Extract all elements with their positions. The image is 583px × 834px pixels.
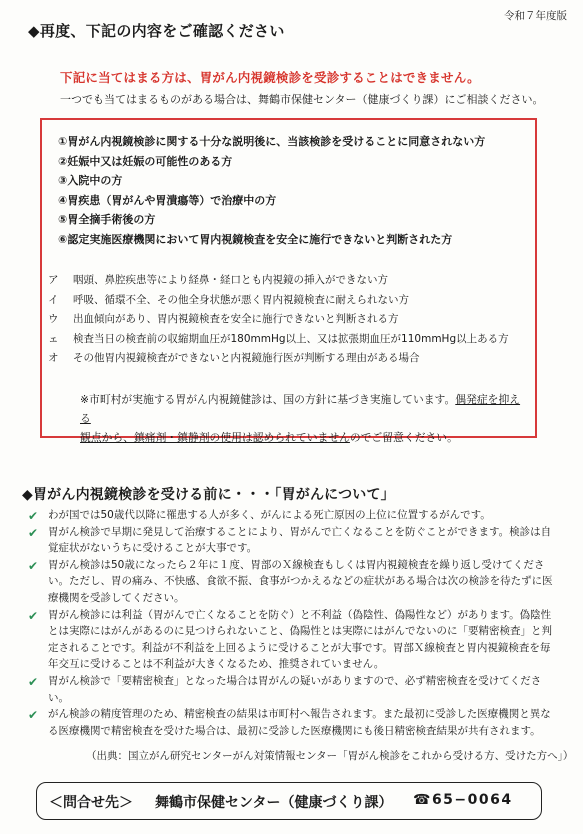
note-text: ※市町村が実施する胃がん内視鏡健診は、国の方針に基づき実施しています。	[80, 393, 456, 406]
about-item	[28, 524, 558, 557]
exclusion-item: ③入院中の方	[58, 174, 123, 187]
note-underlined: 偶発症を抑える	[80, 393, 521, 425]
check-icon: ✔	[28, 674, 39, 689]
about-text: 胃がん検診には利益（胃がんで亡くなることを防ぐ）と不利益（偽陰性、偽陽性など）があります。偽陰性とは実際にはがんがあるのに見つけられないこと、偽陽性とは実際にはがんでないのに「要精密検査」と判定されることです。利益が不利益を上回るように受けることが大事です。胃部Ｘ線検査と胃内視鏡検査を毎年交互に受けることは不利益が大きくなるため、推奨されていません。	[48, 608, 552, 671]
note-line	[54, 428, 524, 447]
exclusion-item: ⑤胃全摘手術後の方	[58, 213, 156, 226]
exclusion-item: ⑥認定実施医療機関において胃内視鏡検査を安全に施行できないと判断された方	[58, 232, 453, 246]
condition-text: 呼吸、循環不全、その他全身状態が悪く胃内視鏡検査に耐えられない方	[73, 293, 409, 306]
condition-text: 出血傾向があり、胃内視鏡検査を安全に施行できないと判断される方	[73, 313, 399, 325]
note-line	[54, 390, 524, 428]
condition-item	[48, 310, 509, 330]
source-citation: （出典：国立がん研究センターがん対策情報センター「胃がん検診をこれから受ける方、受けた方へ」）	[86, 750, 574, 762]
year-label: 令和７年度版	[504, 10, 567, 22]
condition-key: オ	[48, 352, 59, 364]
contact-phone[interactable]: ☎65−0064	[413, 792, 513, 808]
note-text: のでご留意ください。	[349, 431, 458, 444]
condition-item	[48, 330, 509, 350]
contact-org: 舞鶴市保健センター（健康づくり課）	[155, 795, 393, 811]
warning-text: 下記に当てはまる方は、胃がん内視鏡検診を受診することはできません。	[60, 70, 480, 85]
about-text: わが国では50歳代以降に罹患する人が多く、がんによる死亡原因の上位に位置するがんです。	[48, 509, 491, 521]
check-icon: ✔	[28, 509, 39, 523]
about-item	[28, 607, 558, 673]
about-item	[28, 557, 558, 607]
contact-box	[36, 782, 542, 820]
about-text: がん検診の精度管理のため、精密検査の結果は市町村へ報告されます。また最初に受診した医療機関と異なる医療機関で精密検査を受けた場合は、最初に受診した医療機関にも後日精密検査結果が共有されます。	[48, 708, 551, 737]
about-text: 胃がん検診で「要精密検査」となった場合は胃がんの疑いがありますので、必ず精密検査を受けてください。	[48, 674, 542, 704]
check-icon: ✔	[28, 558, 39, 573]
exclusion-list	[58, 132, 485, 249]
section-title: ◆胃がん内視鏡検診を受ける前に・・・「胃がんについて」	[22, 487, 395, 503]
exclusion-item: ①胃がん内視鏡検診に関する十分な説明後に、当該検診を受けることに同意されない方	[58, 135, 486, 148]
condition-text: 検査当日の検査前の収縮期血圧が180mmHg以上、又は拡張期血圧が110mmHg以上ある方	[73, 332, 509, 345]
condition-item	[48, 291, 509, 311]
check-icon: ✔	[28, 708, 39, 723]
condition-key: ウ	[48, 313, 59, 325]
check-icon: ✔	[28, 525, 39, 540]
page-title: ◆再度、下記の内容をご確認ください	[28, 22, 285, 40]
exclusion-item: ④胃疾患（胃がんや胃潰瘍等）で治療中の方	[58, 193, 277, 207]
exclusion-box	[40, 118, 537, 444]
condition-list	[48, 271, 509, 369]
sedation-note	[54, 390, 524, 447]
about-item	[28, 507, 558, 524]
about-text: 胃がん検診で早期に発見して治療することにより、胃がんで亡くなることを防ぐことができます。検診は自覚症状がないうちに受けることが大事です。	[48, 525, 552, 555]
check-icon: ✔	[28, 608, 39, 623]
consult-text: 一つでも当てはまるものがある場合は、舞鶴市保健センター（健康づくり課）にご相談ください。	[60, 93, 544, 106]
condition-key: ア	[48, 274, 59, 286]
about-item	[28, 706, 558, 739]
condition-text: その他胃内視鏡検査ができないと内視鏡施行医が判断する理由がある場合	[73, 352, 420, 364]
contact-label: ＜問合せ先＞	[49, 795, 133, 811]
note-underlined: 観点から、鎮痛剤・鎮静剤の使用は認められていません	[80, 431, 350, 444]
exclusion-item: ②妊娠中又は妊娠の可能性のある方	[58, 154, 233, 168]
condition-item	[48, 349, 509, 369]
condition-key: イ	[48, 293, 59, 306]
condition-key: ェ	[48, 332, 59, 345]
about-item	[28, 673, 558, 706]
about-list	[28, 507, 558, 739]
condition-item	[48, 271, 509, 291]
condition-text: 咽頭、鼻腔疾患等により経鼻・経口とも内視鏡の挿入ができない方	[73, 274, 388, 286]
about-text: 胃がん検診は50歳になったら２年に１度、胃部のＸ線検査もしくは胃内視鏡検査を繰り返し受けてください。ただし、胃の痛み、不快感、食欲不振、食事がつかえるなどの症状がある場合は次の検診を待たずに医療機関を受診してください。	[48, 558, 553, 604]
